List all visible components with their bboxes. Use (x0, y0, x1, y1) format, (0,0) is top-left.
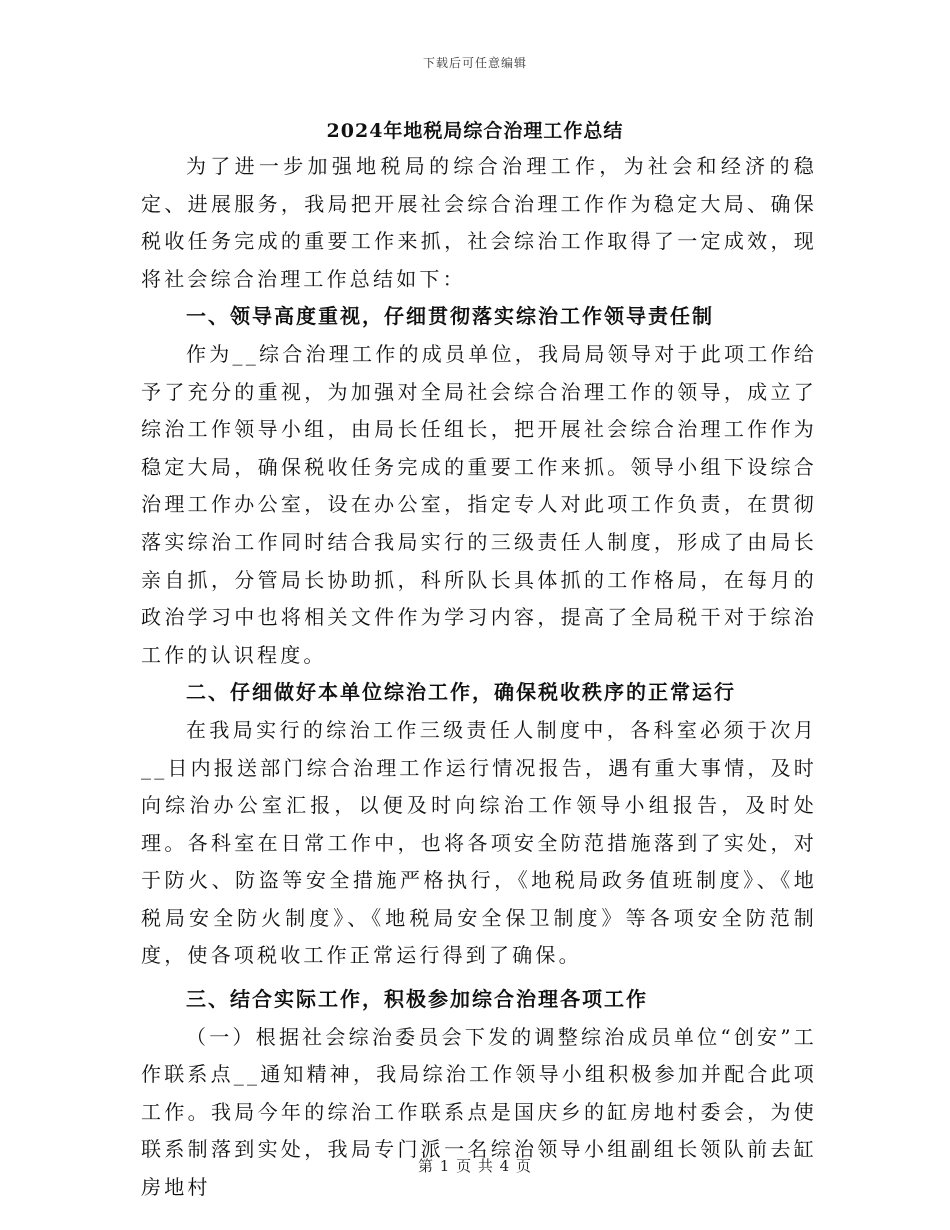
header-note: 下载后可任意编辑 (422, 56, 527, 70)
page-number: 第 1 页 共 4 页 (418, 1157, 532, 1175)
section-3-paragraph: （一）根据社会综治委员会下发的调整综治成员单位“创安”工作联系点__通知精神，我局综治工作领导小组积极参加并配合此项工作。我局今年的综治工作联系点是国庆乡的缸房地村委会，为使联系制落到实处，我局专门派一名综治领导小组副组长领队前去缸房地村 (141, 1024, 817, 1200)
section-2-paragraph: 在我局实行的综治工作三级责任人制度中，各科室必须于次月__日内报送部门综合治理工作运行情况报告，遇有重大事情，及时向综治办公室汇报，以便及时向综治工作领导小组报告，及时处理。各科室在日常工作中，也将各项安全防范措施落到了实处，对于防火、防盗等安全措施严格执行，《地税局政务值班制度》、《地税局安全防火制度》、《地税局安全保卫制度》等各项安全防范制度，使各项税收工作正常运行得到了确保。 (141, 717, 817, 968)
intro-paragraph: 为了进一步加强地税局的综合治理工作，为社会和经济的稳定、进展服务，我局把开展社会综合治理工作作为稳定大局、确保税收任务完成的重要工作来抓，社会综治工作取得了一定成效，现将社会综合治理工作总结如下： (141, 154, 817, 291)
document-title: 2024年地税局综合治理工作总结 (326, 120, 624, 142)
section-2-heading: 二、仔细做好本单位综治工作，确保税收秩序的正常运行 (186, 680, 736, 705)
section-1-paragraph: 作为__综合治理工作的成员单位，我局局领导对于此项工作给予了充分的重视，为加强对全局社会综合治理工作的领导，成立了综治工作领导小组，由局长任组长，把开展社会综合治理工作作为稳定大局，确保税收任务完成的重要工作来抓。领导小组下设综合治理工作办公室，设在办公室，指定专人对此项工作负责，在贯彻落实综治工作同时结合我局实行的三级责任人制度，形成了由局长亲自抓，分管局长协助抓，科所队长具体抓的工作格局，在每月的政治学习中也将相关文件作为学习内容，提高了全局税干对于综治工作的认识程度。 (141, 341, 817, 667)
document-body (141, 148, 817, 1207)
section-3-heading: 三、结合实际工作，积极参加综合治理各项工作 (186, 987, 648, 1012)
section-1-heading: 一、领导高度重视，仔细贯彻落实综治工作领导责任制 (186, 304, 714, 329)
